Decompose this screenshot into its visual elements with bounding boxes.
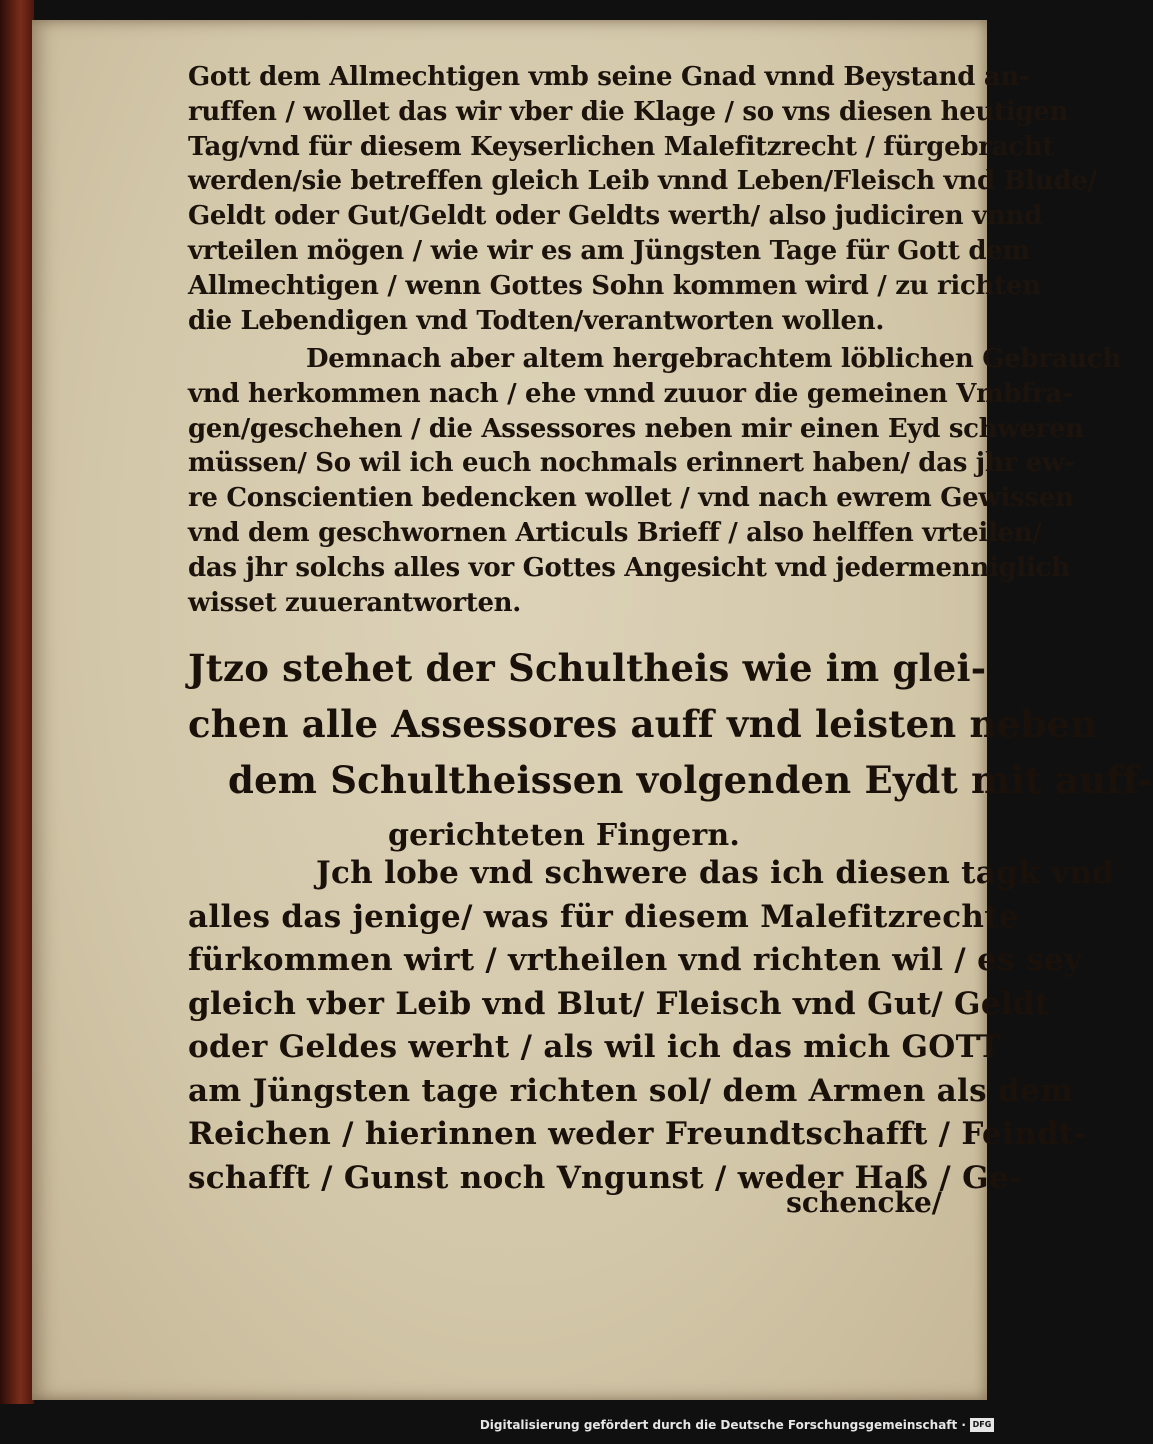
text-line: wisset zuuerantworten. (188, 587, 522, 618)
text-line: das jhr solchs alles vor Gottes Angesicht vnd jedermenniglich (188, 552, 1070, 583)
text-line: müssen/ So wil ich euch nochmals erinnert haben/ das jhr ew- (188, 448, 1075, 479)
text-line: Tag/vnd für diesem Keyserlichen Malefitzrecht / fürgebracht (188, 131, 1055, 162)
text-line: gen/geschehen / die Assessores neben mir einen Eyd schweren (188, 413, 1084, 444)
heading-line: chen alle Assessores auff vnd leisten neben (188, 702, 1098, 746)
text-line: Allmechtigen / wenn Gottes Sohn kommen wird / zu richten (188, 270, 1041, 301)
text-line: vnd herkommen nach / ehe vnnd zuuor die gemeinen Vmbfra- (188, 378, 1073, 409)
text-line: alles das jenige/ was für diesem Malefitzrechte (188, 898, 1019, 935)
oath-paragraph (188, 852, 1115, 1200)
text-line: oder Geldes werht / als wil ich das mich GOTT (188, 1029, 1002, 1065)
text-line: vrteilen mögen / wie wir es am Jüngsten Tage für Gott dem (188, 235, 1030, 266)
text-line: werden/sie betreffen gleich Leib vnnd Leben/Fleisch vnd Blude/ (188, 166, 1097, 197)
heading-line: gerichteten Fingern. (387, 818, 741, 853)
section-heading (188, 640, 1153, 864)
text-line: Gott dem Allmechtigen vmb seine Gnad vnnd Beystand an- (188, 62, 1030, 92)
text-line: am Jüngsten tage richten sol/ dem Armen als dem (188, 1072, 1074, 1109)
footer-bar (0, 1404, 1000, 1444)
text-line: re Conscientien bedencken wollet / vnd nach ewrem Gewissen (188, 483, 1074, 514)
book-spine (0, 0, 34, 1404)
funding-credit: Digitalisierung gefördert durch die Deutsche Forschungsgemeinschaft · (479, 1418, 966, 1432)
text-line: Jch lobe vnd schwere das ich diesen tagk vnd (316, 855, 1115, 891)
text-line: gleich vber Leib vnd Blut/ Fleisch vnd Gut/ Geldt (188, 985, 1050, 1022)
text-line: Geldt oder Gut/Geldt oder Geldts werth/ also judiciren vnnd (188, 201, 1042, 232)
text-line: die Lebendigen vnd Todten/verantworten wollen. (188, 305, 885, 336)
catchword: schencke/ (786, 1186, 942, 1219)
text-line: Reichen / hierinnen weder Freundtschafft / Feindt- (188, 1116, 1087, 1152)
dfg-logo: DFG (970, 1418, 994, 1432)
text-line: fürkommen wirt / vrtheilen vnd richten wil / es sey (188, 942, 1083, 978)
text-line: Demnach aber altem hergebrachtem löblichen Gebrauch (306, 344, 1121, 374)
text-line: schafft / Gunst noch Vngunst / weder Haß / Ge- (188, 1159, 1023, 1196)
paragraph-2 (188, 342, 1121, 620)
heading-line: dem Schultheissen volgenden Eydt mit auff- (228, 758, 1153, 802)
text-line: ruffen / wollet das wir vber die Klage / so vns diesen heutigen (188, 96, 1069, 127)
paragraph-1 (188, 60, 1097, 338)
text-line: vnd dem geschwornen Articuls Brieff / also helffen vrteilen/ (188, 517, 1042, 548)
heading-line: Jtzo stehet der Schultheis wie im glei- (188, 646, 987, 690)
